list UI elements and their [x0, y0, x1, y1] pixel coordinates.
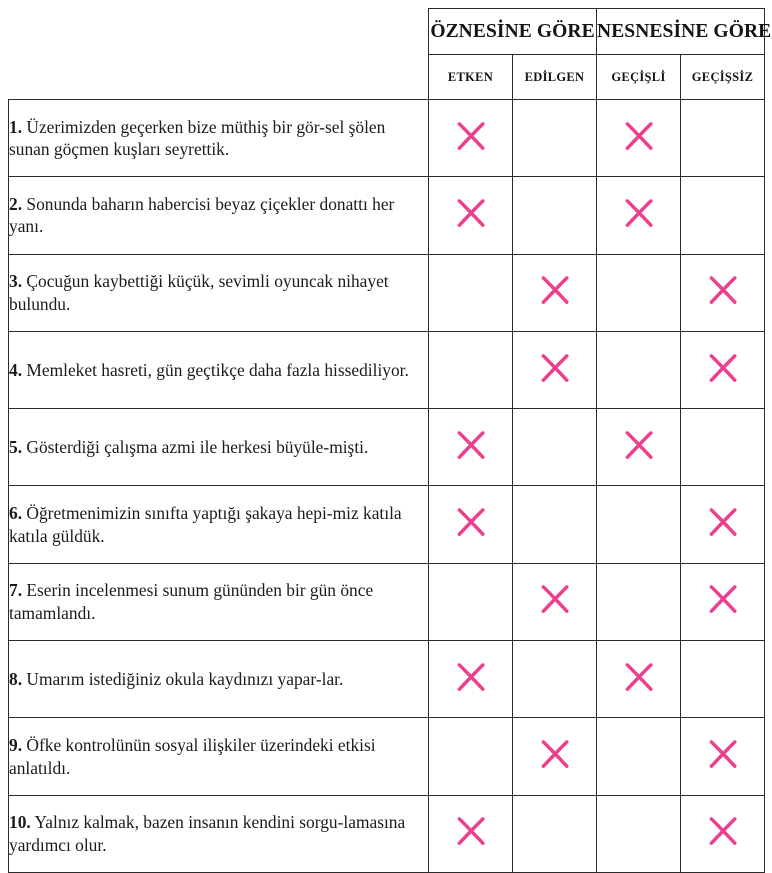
header-corner-blank	[9, 9, 429, 55]
mark-cell-gecissiz[interactable]	[681, 409, 765, 486]
sentence-number: 9.	[9, 735, 23, 756]
x-mark-icon	[622, 119, 656, 153]
mark-cell-gecissiz[interactable]	[681, 563, 765, 640]
sentence-text: Öfke kontrolünün sosyal ilişkiler üzerindeki etkisi anlatıldı.	[9, 735, 376, 778]
x-mark-icon	[622, 660, 656, 694]
mark-cell-edilgen[interactable]	[513, 563, 597, 640]
sentence-cell	[9, 641, 429, 718]
mark-cell-gecissiz[interactable]	[681, 718, 765, 795]
table-header	[9, 9, 772, 100]
x-mark-icon	[622, 196, 656, 230]
header-column-edilgen: EDİLGEN	[513, 55, 597, 100]
x-mark-icon	[538, 273, 572, 307]
classification-table	[8, 8, 772, 873]
mark-cell-gecisli[interactable]	[597, 409, 681, 486]
table-row	[9, 795, 765, 872]
x-mark-icon	[706, 505, 740, 539]
x-mark-icon	[538, 737, 572, 771]
sentence-cell	[9, 254, 429, 331]
x-mark-icon	[454, 196, 488, 230]
mark-cell-gecisli[interactable]	[597, 177, 681, 254]
table-row	[9, 486, 765, 563]
mark-cell-gecisli[interactable]	[597, 486, 681, 563]
mark-cell-edilgen[interactable]	[513, 486, 597, 563]
mark-cell-gecisli[interactable]	[597, 563, 681, 640]
table-row	[9, 563, 765, 640]
mark-cell-gecisli[interactable]	[597, 795, 681, 872]
x-mark-icon	[706, 582, 740, 616]
header-corner-blank-2	[9, 55, 429, 100]
header-group-row	[9, 9, 765, 55]
x-mark-icon	[454, 505, 488, 539]
sentence-cell	[9, 331, 429, 408]
x-mark-icon	[454, 428, 488, 462]
mark-cell-gecissiz[interactable]	[681, 795, 765, 872]
header-group-ozne: ÖZNESİNE GÖRE	[429, 9, 597, 55]
sentence-number: 8.	[9, 669, 23, 689]
mark-cell-gecisli[interactable]	[597, 718, 681, 795]
mark-cell-gecisli[interactable]	[597, 331, 681, 408]
mark-cell-etken[interactable]	[429, 254, 513, 331]
mark-cell-edilgen[interactable]	[513, 795, 597, 872]
sentence-number: 6.	[9, 503, 23, 524]
sentence-cell	[9, 486, 429, 563]
table-row	[9, 100, 765, 177]
table-row	[9, 331, 765, 408]
mark-cell-etken[interactable]	[429, 563, 513, 640]
table-row	[9, 718, 765, 795]
x-mark-icon	[454, 660, 488, 694]
header-column-gecissiz: GEÇİŞSİZ	[681, 55, 765, 100]
sentence-number: 1.	[9, 116, 23, 137]
mark-cell-edilgen[interactable]	[513, 718, 597, 795]
sentence-number: 7.	[9, 580, 23, 601]
mark-cell-etken[interactable]	[429, 100, 513, 177]
mark-cell-gecissiz[interactable]	[681, 486, 765, 563]
sentence-number: 4.	[9, 359, 23, 380]
sentence-text: Üzerimizden geçerken bize müthiş bir gör-sel şölen sunan göçmen kuşları seyrettik.	[9, 116, 386, 160]
sentence-cell	[9, 100, 429, 177]
table-row	[9, 177, 765, 254]
mark-cell-etken[interactable]	[429, 486, 513, 563]
sentence-cell	[9, 563, 429, 640]
mark-cell-gecisli[interactable]	[597, 100, 681, 177]
mark-cell-etken[interactable]	[429, 718, 513, 795]
sentence-cell	[9, 409, 429, 486]
mark-cell-gecissiz[interactable]	[681, 331, 765, 408]
table-row	[9, 641, 765, 718]
mark-cell-edilgen[interactable]	[513, 254, 597, 331]
sentence-text: Umarım istediğiniz okula kaydınızı yapar-lar.	[26, 669, 344, 689]
header-subcolumn-row	[9, 55, 765, 100]
table-row	[9, 409, 765, 486]
mark-cell-gecisli[interactable]	[597, 254, 681, 331]
x-mark-icon	[622, 428, 656, 462]
x-mark-icon	[538, 351, 572, 385]
mark-cell-etken[interactable]	[429, 409, 513, 486]
sentence-text: Sonunda baharın habercisi beyaz çiçekler donattı her yanı.	[9, 193, 395, 237]
mark-cell-etken[interactable]	[429, 331, 513, 408]
sentence-number: 10.	[9, 812, 31, 833]
mark-cell-etken[interactable]	[429, 795, 513, 872]
x-mark-icon	[454, 814, 488, 848]
table-body	[9, 100, 765, 873]
x-mark-icon	[706, 273, 740, 307]
x-mark-icon	[706, 737, 740, 771]
mark-cell-edilgen[interactable]	[513, 177, 597, 254]
x-mark-icon	[706, 351, 740, 385]
sentence-number: 2.	[9, 193, 23, 214]
sentence-text: Eserin incelenmesi sunum gününden bir gün önce tamamlandı.	[9, 580, 374, 623]
header-column-etken: ETKEN	[429, 55, 513, 100]
mark-cell-gecissiz[interactable]	[681, 641, 765, 718]
mark-cell-gecissiz[interactable]	[681, 100, 765, 177]
x-mark-icon	[454, 119, 488, 153]
mark-cell-etken[interactable]	[429, 641, 513, 718]
table-row	[9, 254, 765, 331]
x-mark-icon	[538, 582, 572, 616]
mark-cell-edilgen[interactable]	[513, 641, 597, 718]
header-group-nesne: NESNESİNE GÖRE	[597, 9, 765, 55]
mark-cell-gecissiz[interactable]	[681, 177, 765, 254]
sentence-text: Çocuğun kaybettiği küçük, sevimli oyuncak nihayet bulundu.	[9, 271, 389, 314]
sentence-cell	[9, 795, 429, 872]
sentence-text: Memleket hasreti, gün geçtikçe daha fazla hissediliyor.	[26, 359, 409, 380]
sentence-cell	[9, 177, 429, 254]
sentence-text: Öğretmenimizin sınıfta yaptığı şakaya hepi-miz katıla katıla güldük.	[9, 503, 402, 546]
mark-cell-edilgen[interactable]	[513, 331, 597, 408]
mark-cell-edilgen[interactable]	[513, 100, 597, 177]
mark-cell-gecisli[interactable]	[597, 641, 681, 718]
mark-cell-gecissiz[interactable]	[681, 254, 765, 331]
mark-cell-edilgen[interactable]	[513, 409, 597, 486]
sentence-text: Gösterdiği çalışma azmi ile herkesi büyüle-mişti.	[26, 437, 369, 458]
sentence-text: Yalnız kalmak, bazen insanın kendini sorgu-lamasına yardımcı olur.	[9, 812, 406, 855]
mark-cell-etken[interactable]	[429, 177, 513, 254]
header-column-gecisli: GEÇİŞLİ	[597, 55, 681, 100]
sentence-number: 5.	[9, 437, 23, 458]
sentence-cell	[9, 718, 429, 795]
x-mark-icon	[706, 814, 740, 848]
sentence-number: 3.	[9, 271, 23, 292]
